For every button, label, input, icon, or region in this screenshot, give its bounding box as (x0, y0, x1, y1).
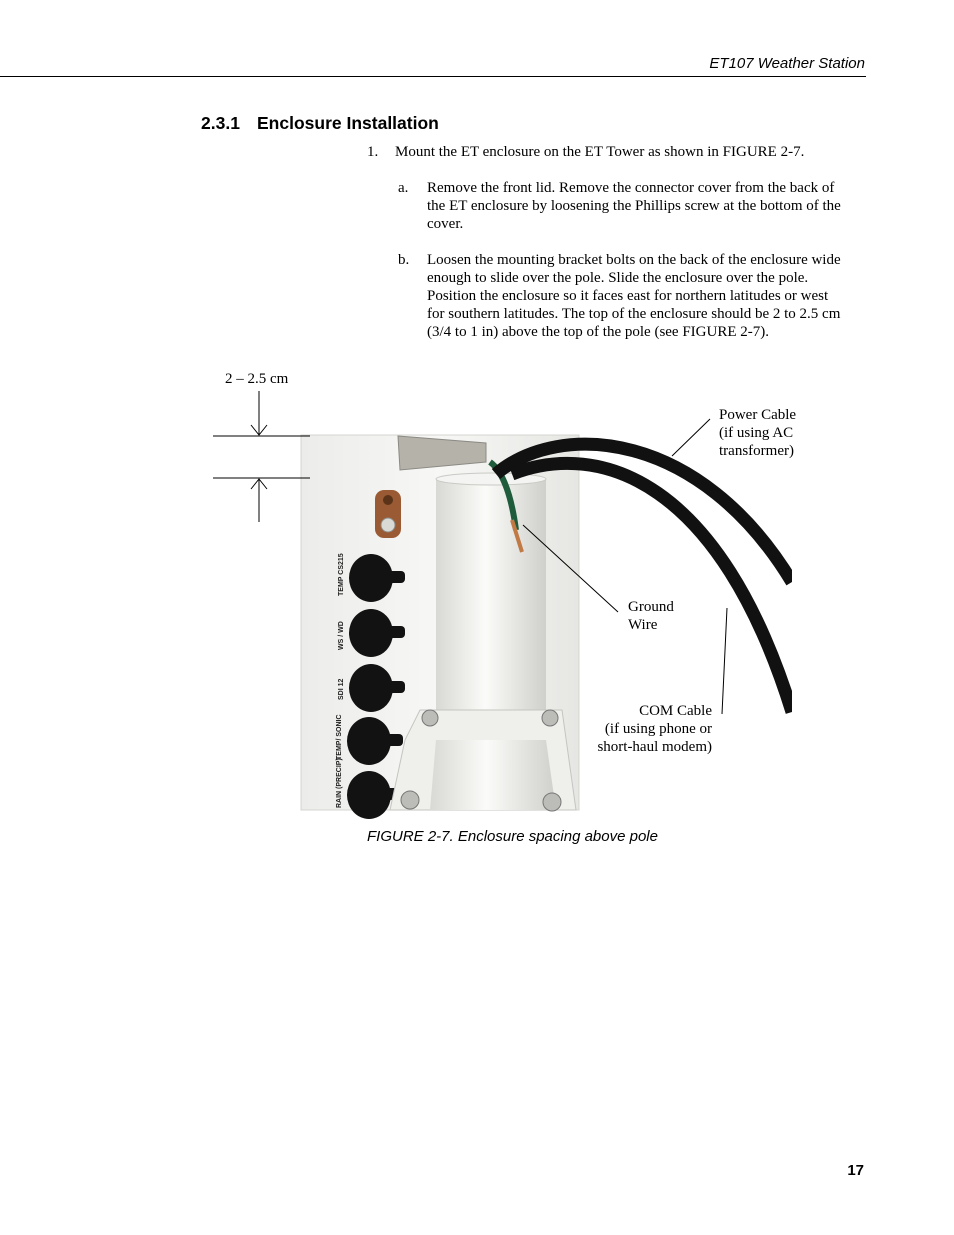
substep-line: Position the enclosure so it faces east for northern latitudes or west (427, 288, 829, 304)
substep-line: for southern latitudes. The top of the enclosure should be 2 to 2.5 cm (427, 306, 841, 322)
label-line: short-haul modem) (597, 739, 712, 755)
running-header: ET107 Weather Station (709, 55, 865, 72)
label-line: (if using AC (719, 425, 794, 441)
connector-label: SDI 12 (338, 678, 345, 700)
figure-caption: FIGURE 2-7. Enclosure spacing above pole (367, 828, 658, 845)
substep-line: Remove the front lid. Remove the connector cover from the back of (427, 180, 835, 196)
connector-label: TEMP/ SONIC (336, 714, 343, 760)
substep-line: cover. (427, 216, 464, 232)
step-text: Mount the ET enclosure on the ET Tower as shown in FIGURE 2-7. (395, 144, 805, 160)
com-cable-label (597, 702, 712, 756)
power-cable-label (719, 406, 796, 460)
connector-label: RAIN (PRECIP) (336, 758, 343, 808)
label-line: Ground (628, 599, 674, 615)
label-line: (if using phone or (604, 721, 712, 737)
section-title: Enclosure Installation (257, 113, 439, 133)
substep-line: Loosen the mounting bracket bolts on the back of the enclosure wide (427, 252, 841, 268)
substep-line: the ET enclosure by loosening the Phillips screw at the bottom of the (427, 198, 841, 214)
ground-wire-label (628, 598, 674, 634)
substep-marker: a. (398, 180, 409, 196)
label-line: Power Cable (719, 407, 797, 423)
substep-marker: b. (398, 252, 410, 268)
section-number: 2.3.1 (201, 113, 240, 133)
com-cable-leader (722, 608, 727, 714)
label-line: transformer) (719, 443, 794, 459)
connector-label: TEMP CS215 (338, 553, 345, 596)
connector-label: WS / WD (338, 621, 345, 650)
power-cable-leader (672, 419, 710, 456)
dimension-label: 2 – 2.5 cm (225, 371, 289, 387)
label-line: Wire (628, 617, 658, 633)
step-marker: 1. (367, 144, 379, 160)
label-line: COM Cable (639, 703, 712, 719)
substep-line: enough to slide over the pole. Slide the enclosure over the pole. (427, 270, 809, 286)
substep-line: (3/4 to 1 in) above the top of the pole (see FIGURE 2-7). (427, 324, 770, 340)
page-number: 17 (847, 1162, 864, 1179)
